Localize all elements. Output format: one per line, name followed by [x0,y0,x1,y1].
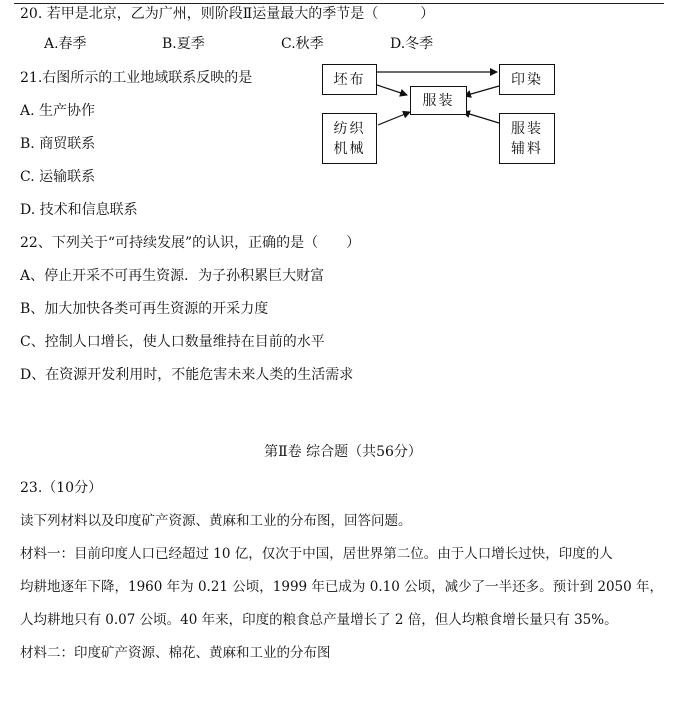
q23-number: 23.（10分） [20,480,103,496]
q21-stem: 21.右图所示的工业地域联系反映的是 [20,70,253,86]
box-fuliao-line1: 服装 [511,120,543,137]
q20-option-d: D.冬季 [390,36,434,52]
arrow-fuliao-to-fuzhuang [463,112,499,123]
q22-option-a: A、停止开采不可再生资源．为子孙积累巨大财富 [20,268,325,284]
q22-option-b: B、加大加快各类可再生资源的开采力度 [20,301,269,317]
q21-option-c: C. 运输联系 [20,169,96,185]
box-pibu: 坯布 [322,64,377,95]
q22-stem: 22、下列关于“可持续发展”的认识，正确的是（ ） [20,235,361,251]
box-fangzhi-line1: 纺织 [333,120,366,137]
q23-material1-line1: 材料一：目前印度人口已经超过 10 亿，仅次于中国，居世界第二位。由于人口增长过快，印度的人 [20,546,613,562]
box-fuzhuang: 服装 [410,86,467,115]
q23-material1-line3: 人均耕地只有 0.07 公顷。40 年来，印度的粮食总产量增长了 2 倍，但人均粮食增长量只有 35%。 [20,612,618,628]
q20-option-a: A.春季 [44,36,87,52]
top-rule [14,3,664,4]
box-yinran: 印染 [499,64,555,95]
q20-stem: 20. 若甲是北京，乙为广州，则阶段Ⅱ运量最大的季节是（ ） [20,6,435,22]
q23-intro: 读下列材料以及印度矿产资源、黄麻和工业的分布图，回答问题。 [20,513,412,529]
q22-option-d: D、在资源开发利用时，不能危害未来人类的生活需求 [20,367,354,383]
arrow-pibu-to-fuzhuang [377,85,407,95]
q22-option-c: C、控制人口增长，使人口数量维持在目前的水平 [20,334,325,350]
box-fuzhuang-fuliao [499,113,555,164]
section-title: 第Ⅱ卷 综合题（共56分） [264,444,422,460]
q21-option-a: A. 生产协作 [20,103,96,119]
box-fuliao-line2: 辅料 [511,140,543,157]
q21-option-b: B. 商贸联系 [20,136,96,152]
arrow-yinran-to-fuzhuang [464,86,499,96]
q20-option-b: B.夏季 [162,36,205,52]
q23-material2: 材料二：印度矿产资源、棉花、黄麻和工业的分布图 [20,645,331,661]
q20-option-c: C.秋季 [281,36,324,52]
q23-material1-line2: 均耕地逐年下降，1960 年为 0.21 公顷，1999 年已成为 0.10 公顷，减少了一半还多。预计到 2050 年， [20,579,664,595]
q21-option-d: D. 技术和信息联系 [20,202,138,218]
box-fangzhi-jixie [322,113,377,164]
arrow-fangzhi-to-fuzhuang [378,112,410,125]
box-fangzhi-line2: 机械 [333,140,366,157]
